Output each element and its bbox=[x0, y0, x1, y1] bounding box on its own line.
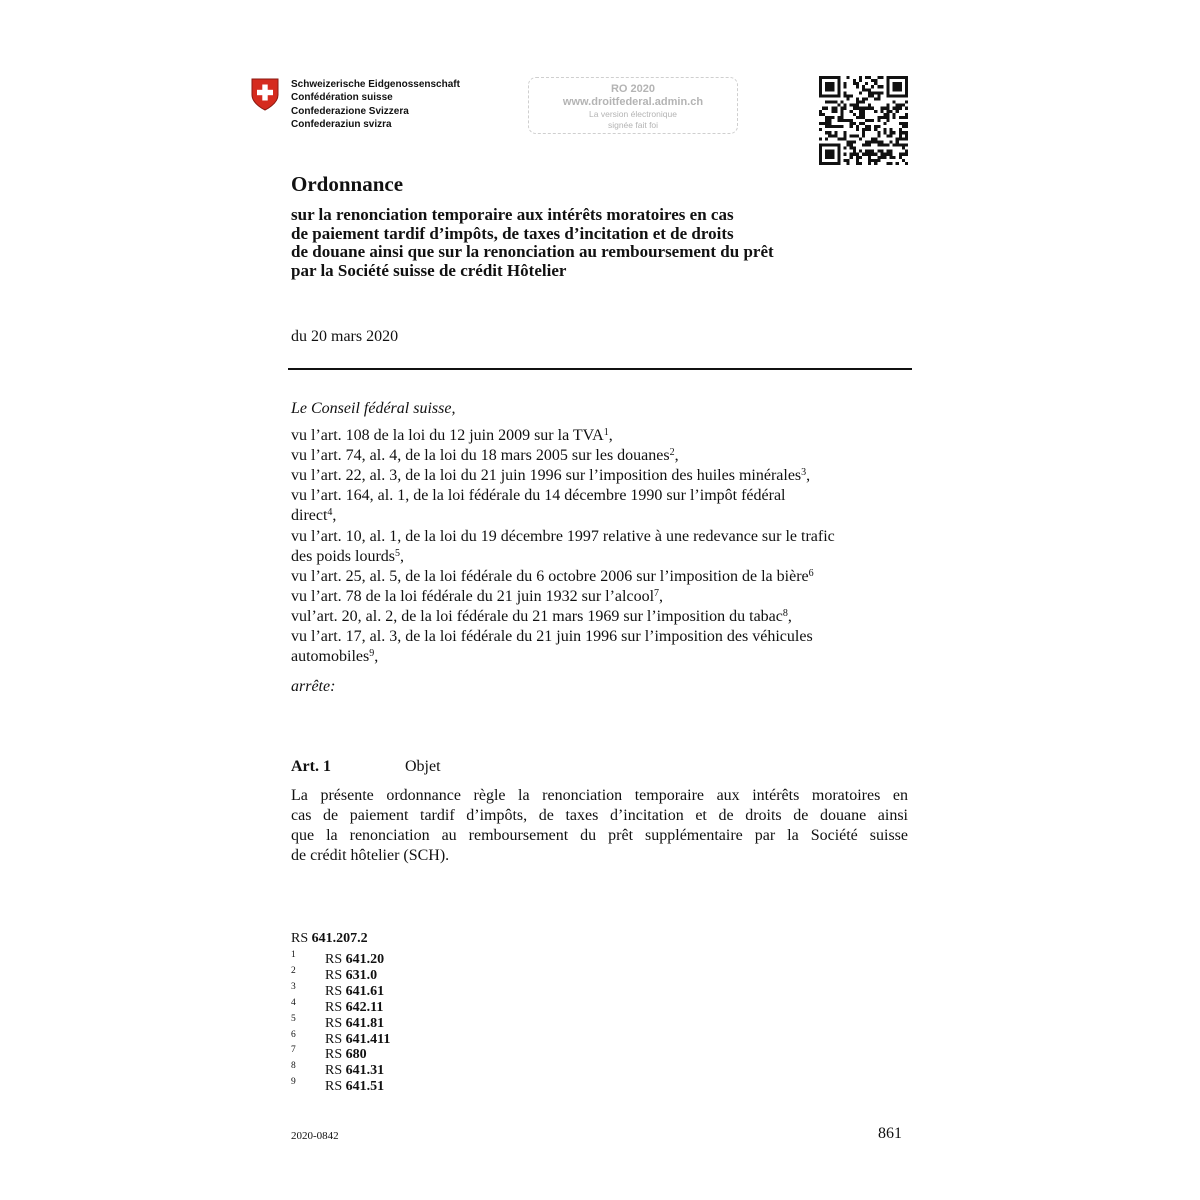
preamble-line-text: vu l’art. 25, al. 5, de la loi fédérale du 6 octobre 2006 sur l’imposition de la bière bbox=[291, 567, 809, 585]
document-number: 2020-0842 bbox=[291, 1130, 339, 1142]
rs-prefix: RS bbox=[291, 931, 309, 946]
footnote-ref[interactable]: 8 bbox=[782, 607, 788, 619]
footnote-main-rs bbox=[291, 931, 368, 947]
confederation-line-it: Confederazione Svizzera bbox=[291, 105, 409, 117]
preamble-line-punct: , bbox=[400, 547, 404, 565]
footnote-text bbox=[325, 1016, 384, 1032]
preamble-line-punct: , bbox=[674, 447, 679, 465]
preamble-line-text: vu l’art. 10, al. 1, de la loi du 19 décembre 1997 relative à une redevance sur le trafic bbox=[291, 527, 835, 545]
footnote-ref[interactable]: 9 bbox=[369, 648, 375, 660]
preamble-decree: arrête: bbox=[291, 678, 336, 695]
preamble-line-punct: , bbox=[608, 427, 613, 444]
preamble-line bbox=[291, 567, 814, 587]
rs-number: 680 bbox=[345, 1047, 367, 1063]
confederation-name bbox=[291, 78, 460, 131]
preamble-line bbox=[291, 426, 613, 446]
footnote-ref[interactable]: 5 bbox=[395, 547, 400, 559]
preamble-line bbox=[291, 527, 835, 547]
rs-prefix: RS bbox=[325, 952, 343, 967]
rs-prefix: RS bbox=[325, 1031, 343, 1047]
subtitle-line: de douane ainsi que sur la renonciation au remboursement du prêt bbox=[291, 242, 774, 262]
footnote-text bbox=[325, 1000, 383, 1016]
preamble-line-punct: , bbox=[659, 587, 664, 605]
rs-prefix: RS bbox=[325, 967, 343, 983]
preamble-line-text: direct bbox=[291, 507, 328, 525]
document-title: Ordonnance bbox=[291, 172, 404, 196]
preamble-line bbox=[291, 547, 404, 567]
stamp-note-line2: signée fait foi bbox=[607, 120, 659, 130]
preamble-intro: Le Conseil fédéral suisse, bbox=[291, 400, 456, 417]
preamble-line bbox=[291, 587, 663, 607]
rs-prefix: RS bbox=[325, 983, 343, 999]
preamble-line-text: des poids lourds bbox=[291, 547, 395, 565]
stamp-url: www.droitfederal.admin.ch bbox=[562, 96, 704, 108]
footnote-ref[interactable]: 3 bbox=[801, 467, 807, 479]
article-body bbox=[291, 786, 908, 866]
rs-number: 642.11 bbox=[345, 999, 384, 1015]
preamble-line-punct: , bbox=[374, 648, 379, 666]
preamble-line bbox=[291, 647, 378, 667]
document-date: du 20 mars 2020 bbox=[291, 328, 399, 345]
stamp-note-line1: La version électronique bbox=[589, 109, 677, 119]
rs-number: 641.81 bbox=[345, 1015, 385, 1031]
footnote-number: 3 bbox=[291, 981, 296, 992]
title-divider bbox=[288, 368, 912, 370]
footnote-ref[interactable]: 6 bbox=[808, 567, 814, 579]
footnote-number: 7 bbox=[291, 1045, 296, 1056]
preamble-line-text: vu l’art. 78 de la loi fédérale du 21 juin 1932 sur l’alcool bbox=[291, 587, 655, 605]
footnote-text bbox=[325, 984, 384, 1000]
preamble-line-text: automobiles bbox=[291, 648, 370, 666]
preamble-line-text: vu l’art. 164, al. 1, de la loi fédérale du 14 décembre 1990 sur l’impôt fédéral bbox=[291, 487, 786, 505]
rs-number: 641.51 bbox=[345, 1079, 385, 1095]
rs-number: 641.31 bbox=[345, 1063, 385, 1079]
rs-prefix: RS bbox=[325, 1063, 343, 1079]
footnote-text bbox=[325, 968, 377, 984]
subtitle-line: sur la renonciation temporaire aux intérêts moratoires en cas bbox=[291, 205, 734, 224]
footnote-number: 5 bbox=[291, 1013, 296, 1024]
article-number: Art. 1 bbox=[291, 758, 331, 775]
preamble-line bbox=[291, 627, 813, 647]
preamble-line bbox=[291, 486, 786, 506]
article-title: Objet bbox=[405, 758, 441, 775]
footnote-text bbox=[325, 1047, 367, 1063]
rs-prefix: RS bbox=[325, 1079, 343, 1095]
confederation-line-fr: Confédération suisse bbox=[291, 92, 393, 104]
preamble-line bbox=[291, 506, 336, 526]
preamble-line-text: vu l’art. 108 de la loi du 12 juin 2009 sur la TVA bbox=[291, 427, 604, 444]
footnote-number: 1 bbox=[291, 950, 296, 960]
footnote-number: 8 bbox=[291, 1061, 296, 1072]
footnote-text bbox=[325, 1063, 384, 1079]
article-line: cas de paiement tardif d’impôts, de taxes d’incitation et de droits de douane ainsi bbox=[291, 807, 908, 824]
swiss-coat-of-arms-icon bbox=[251, 78, 279, 111]
footnote-ref[interactable]: 1 bbox=[603, 427, 609, 438]
page-number: 861 bbox=[878, 1125, 902, 1142]
footnote-number: 6 bbox=[291, 1029, 296, 1040]
footnote-text bbox=[325, 1079, 384, 1095]
footnote-number: 2 bbox=[291, 965, 296, 976]
preamble-line bbox=[291, 446, 679, 466]
footnote-ref[interactable]: 7 bbox=[654, 587, 660, 599]
footnote-ref[interactable]: 2 bbox=[669, 447, 675, 459]
rs-number: 641.411 bbox=[345, 1031, 391, 1047]
rs-number: 631.0 bbox=[345, 967, 378, 983]
subtitle-line: de paiement tardif d’impôts, de taxes d’incitation et de droits bbox=[291, 223, 734, 243]
footnote-number: 4 bbox=[291, 997, 296, 1008]
rs-prefix: RS bbox=[325, 1015, 343, 1031]
qr-code-icon bbox=[819, 76, 908, 165]
preamble-line-text: vu l’art. 74, al. 4, de la loi du 18 mars 2005 sur les douanes bbox=[291, 447, 670, 465]
document-subtitle bbox=[291, 206, 774, 281]
rs-prefix: RS bbox=[325, 999, 343, 1015]
preamble-line-text: vu l’art. 17, al. 3, de la loi fédérale du 21 juin 1996 sur l’imposition des véhicules bbox=[291, 628, 813, 645]
rs-number: 641.61 bbox=[345, 983, 385, 999]
article-line: de crédit hôtelier (SCH). bbox=[291, 847, 450, 864]
confederation-line-rm: Confederaziun svizra bbox=[291, 118, 392, 130]
publication-stamp bbox=[528, 77, 738, 134]
rs-number: 641.207.2 bbox=[311, 931, 368, 946]
rs-number: 641.20 bbox=[345, 952, 385, 967]
footnote-text bbox=[325, 1032, 390, 1048]
preamble-line-punct: , bbox=[806, 467, 811, 485]
preamble-line-text: vu l’art. 22, al. 3, de la loi du 21 juin 1996 sur l’imposition des huiles minérales bbox=[291, 467, 802, 485]
article-line: que la renonciation au remboursement du prêt supplémentaire par la Société suisse bbox=[291, 827, 908, 844]
footnote-number: 9 bbox=[291, 1077, 296, 1088]
preamble-line-text: vul’art. 20, al. 2, de la loi fédérale du 21 mars 1969 sur l’imposition du tabac bbox=[291, 607, 783, 625]
footnote-ref[interactable]: 4 bbox=[327, 507, 333, 519]
preamble-line-punct: , bbox=[332, 507, 337, 525]
preamble-line bbox=[291, 607, 792, 627]
confederation-line-de: Schweizerische Eidgenossenschaft bbox=[291, 79, 460, 90]
preamble-line bbox=[291, 466, 810, 486]
preamble-line-punct: , bbox=[787, 607, 792, 625]
stamp-collection: RO 2020 bbox=[610, 83, 656, 95]
rs-prefix: RS bbox=[325, 1047, 343, 1063]
article-line: La présente ordonnance règle la renonciation temporaire aux intérêts moratoires en bbox=[291, 787, 908, 804]
footnote-text bbox=[325, 952, 384, 968]
subtitle-line: par la Société suisse de crédit Hôtelier bbox=[291, 261, 567, 281]
